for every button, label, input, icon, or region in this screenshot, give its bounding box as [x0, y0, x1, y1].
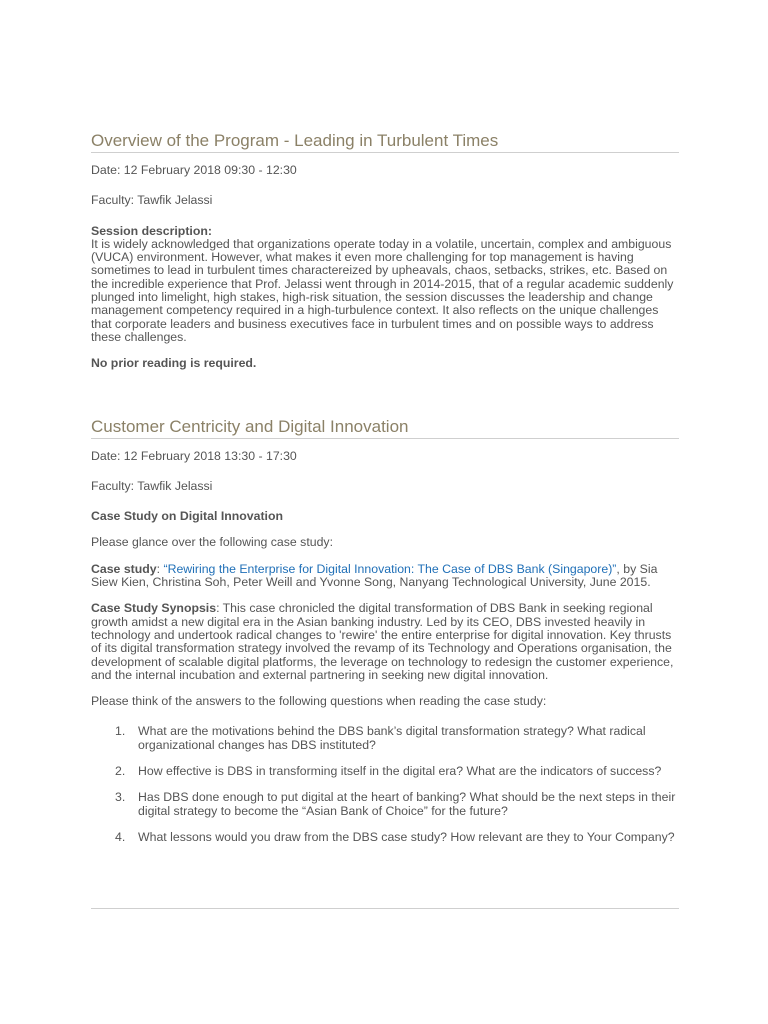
section-title: Overview of the Program - Leading in Turbulent Times — [91, 131, 679, 153]
question-text: What are the motivations behind the DBS bank’s digital transformation strategy? What radical organizational changes has DBS instituted? — [138, 724, 646, 752]
document-content — [91, 131, 679, 844]
synopsis-text: : This case chronicled the digital transformation of DBS Bank in seeking regional growth amidst a new digital era in the Asian banking industry. Led by its CEO, DBS invested heavily in technology and undertook radical changes to 'rewire' the entire enterprise for digital innovation. Key thrusts of its digital transformation strategy involved the revamp of its Technology and Operations organisation, the development of scalable digital platforms, the leverage on technology to redesign the customer experience, and the internal incubation and external partnering in seeking new digital innovation. — [91, 601, 674, 682]
case-study-heading: Case Study on Digital Innovation — [91, 509, 283, 524]
list-item — [91, 831, 679, 844]
case-study-authors: , by Sia Siew Kien, Christina Soh, Peter Weill and Yvonne Song, Nanyang Technological University, June 2015. — [91, 561, 658, 590]
question-number: 2. — [115, 764, 126, 779]
section-title: Customer Centricity and Digital Innovation — [91, 417, 679, 439]
case-study-separator: : — [156, 561, 164, 576]
case-study-link[interactable]: “Rewiring the Enterprise for Digital Innovation: The Case of DBS Bank (Singapore)” — [163, 561, 617, 576]
bottom-divider — [91, 908, 679, 909]
list-item — [91, 765, 679, 778]
question-text: Has DBS done enough to put digital at the heart of banking? What should be the next steps in their digital strategy to become the “Asian Bank of Choice” for the future? — [138, 790, 676, 818]
case-study-label: Case study — [91, 561, 157, 576]
think-instruction: Please think of the answers to the following questions when reading the case study: — [91, 694, 547, 709]
session-description-text: It is widely acknowledged that organizations operate today in a volatile, uncertain, complex and ambiguous (VUCA) environment. However, what makes it even more challenging for top management is having sometimes to lead in turbulent times charactereized by upheavals, chaos, setbacks, strikes, etc. Based on the incredible experience that Prof. Jelassi went through in 2014-2015, that of a regular academic suddenly plunged into limelight, high stakes, high-risk situation, the session discusses the leadership and change management competency required in a high-turbulence context. It also reflects on the unique challenges that corporate leaders and business executives face in turbulent times and on possible ways to address these challenges. — [91, 236, 674, 344]
reading-note: No prior reading is required. — [91, 356, 257, 371]
question-text: What lessons would you draw from the DBS case study? How relevant are they to Your Company? — [138, 829, 675, 844]
case-study-reference — [91, 563, 679, 590]
question-number: 3. — [115, 790, 126, 805]
list-item — [91, 725, 679, 752]
session-date: Date: 12 February 2018 13:30 - 17:30 — [91, 448, 297, 463]
question-list — [91, 725, 679, 844]
question-text: How effective is DBS in transforming itself in the digital era? What are the indicators of success? — [138, 764, 662, 779]
list-item — [91, 791, 679, 818]
question-number: 1. — [115, 724, 126, 739]
glance-instruction: Please glance over the following case study: — [91, 535, 333, 550]
synopsis-label: Case Study Synopsis — [91, 601, 217, 616]
session-faculty: Faculty: Tawfik Jelassi — [91, 193, 213, 208]
session-description-heading: Session description: — [91, 223, 212, 238]
question-number: 4. — [115, 829, 126, 844]
case-study-synopsis — [91, 602, 679, 682]
session-faculty: Faculty: Tawfik Jelassi — [91, 478, 213, 493]
session-date: Date: 12 February 2018 09:30 - 12:30 — [91, 163, 297, 177]
